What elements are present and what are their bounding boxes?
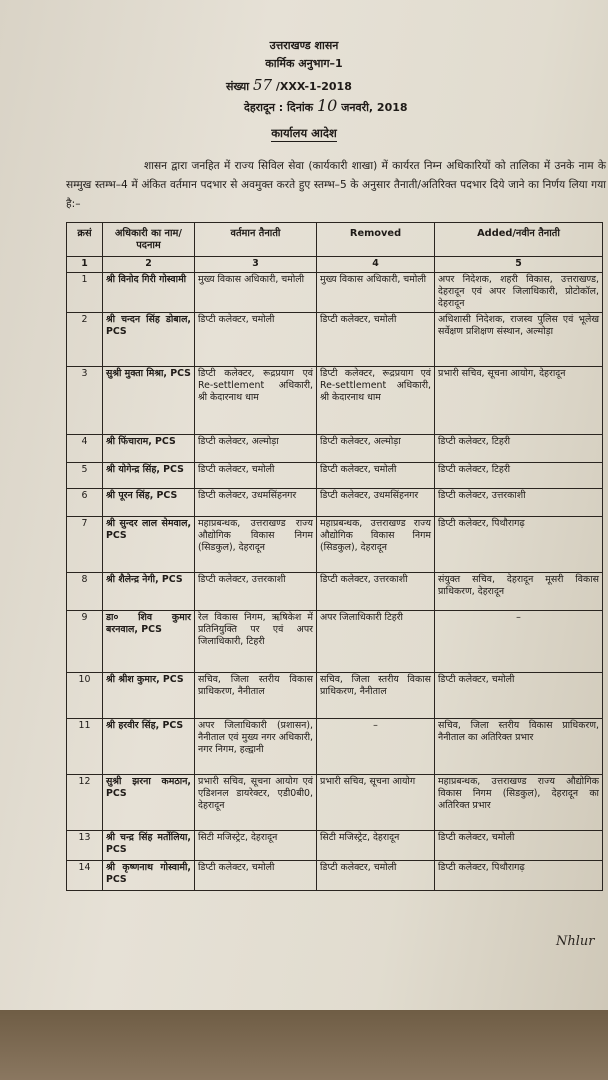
- row-officer-name: श्री चन्द्र सिंह मर्तोलिया, PCS: [103, 831, 195, 861]
- row-added-posting: –: [435, 611, 603, 673]
- floor-background: [0, 1010, 608, 1080]
- order-date: [244, 96, 408, 115]
- row-added-posting: सचिव, जिला स्तरीय विकास प्राधिकरण, नैनीताल का अतिरिक्त प्रभार: [435, 719, 603, 775]
- row-current-posting: सचिव, जिला स्तरीय विकास प्राधिकरण, नैनीताल: [195, 673, 317, 719]
- row-removed-posting: –: [317, 719, 435, 775]
- row-serial: 10: [67, 673, 103, 719]
- row-serial: 2: [67, 313, 103, 367]
- row-officer-name: श्री फिंचाराम, PCS: [103, 435, 195, 463]
- row-current-posting: डिप्टी कलेक्टर, अल्मोड़ा: [195, 435, 317, 463]
- row-current-posting: प्रभारी सचिव, सूचना आयोग एवं एडिशनल डायरेक्टर, एडी0बी0, देहरादून: [195, 775, 317, 831]
- row-officer-name: श्री विनोद गिरी गोस्वामी: [103, 273, 195, 313]
- row-added-posting: डिप्टी कलेक्टर, टिहरी: [435, 463, 603, 489]
- row-officer-name: सुश्री मुक्ता मिश्रा, PCS: [103, 367, 195, 435]
- table-row: [67, 611, 603, 673]
- row-removed-posting: डिप्टी कलेक्टर, चमोली: [317, 313, 435, 367]
- row-current-posting: डिप्टी कलेक्टर, चमोली: [195, 463, 317, 489]
- row-removed-posting: डिप्टी कलेक्टर, अल्मोड़ा: [317, 435, 435, 463]
- row-removed-posting: डिप्टी कलेक्टर, चमोली: [317, 463, 435, 489]
- column-index-row: [67, 257, 603, 273]
- row-serial: 13: [67, 831, 103, 861]
- row-officer-name: श्री श्रीश कुमार, PCS: [103, 673, 195, 719]
- row-current-posting: रेल विकास निगम, ऋषिकेश में प्रतिनियुक्ति पर एवं अपर जिलाधिकारी, टिहरी: [195, 611, 317, 673]
- header-government: उत्तराखण्ड शासन: [269, 39, 339, 52]
- row-current-posting: डिप्टी कलेक्टर, उत्तरकाशी: [195, 573, 317, 611]
- row-added-posting: महाप्रबन्धक, उत्तराखण्ड राज्य औद्योगिक विकास निगम (सिडकुल), देहरादून का अतिरिक्त प्रभार: [435, 775, 603, 831]
- column-index: 5: [435, 257, 603, 273]
- row-current-posting: डिप्टी कलेक्टर, चमोली: [195, 861, 317, 891]
- row-officer-name: श्री योगेन्द्र सिंह, PCS: [103, 463, 195, 489]
- row-serial: 14: [67, 861, 103, 891]
- order-number-label: संख्या: [226, 80, 250, 93]
- column-index: 1: [67, 257, 103, 273]
- row-removed-posting: मुख्य विकास अधिकारी, चमोली: [317, 273, 435, 313]
- order-date-prefix: देहरादून : दिनांक: [244, 101, 314, 114]
- table-row: [67, 273, 603, 313]
- row-serial: 8: [67, 573, 103, 611]
- transfer-table: [66, 222, 603, 891]
- row-serial: 7: [67, 517, 103, 573]
- header-current: वर्तमान तैनाती: [195, 223, 317, 257]
- order-date-suffix: जनवरी, 2018: [341, 101, 408, 114]
- row-added-posting: प्रभारी सचिव, सूचना आयोग, देहरादून: [435, 367, 603, 435]
- column-index: 4: [317, 257, 435, 273]
- header-removed: Removed: [317, 223, 435, 257]
- row-officer-name: श्री हरवीर सिंह, PCS: [103, 719, 195, 775]
- office-order-title: कार्यालय आदेश: [271, 126, 337, 140]
- order-paragraph: शासन द्वारा जनहित में राज्य सिविल सेवा (कार्यकारी शाखा) में कार्यरत निम्न अधिकारियों को तालिका में उनके नाम के सम्मुख स्तम्भ–4 में अंकित वर्तमान पदभार से अवमुक्त करते हुए स्तम्भ–5 के अनुसार तैनाती/अतिरिक्त पदभार दिये जाने का निर्णय लिया गया है:–: [66, 160, 606, 210]
- row-added-posting: डिप्टी कलेक्टर, टिहरी: [435, 435, 603, 463]
- table-row: [67, 313, 603, 367]
- table-row: [67, 463, 603, 489]
- row-serial: 5: [67, 463, 103, 489]
- row-serial: 11: [67, 719, 103, 775]
- table-row: [67, 435, 603, 463]
- row-removed-posting: प्रभारी सचिव, सूचना आयोग: [317, 775, 435, 831]
- row-added-posting: डिप्टी कलेक्टर, पिथौरागढ़: [435, 861, 603, 891]
- column-index: 2: [103, 257, 195, 273]
- row-added-posting: डिप्टी कलेक्टर, चमोली: [435, 673, 603, 719]
- row-serial: 6: [67, 489, 103, 517]
- table-row: [67, 573, 603, 611]
- table-row: [67, 861, 603, 891]
- row-removed-posting: महाप्रबन्धक, उत्तराखण्ड राज्य औद्योगिक विकास निगम (सिडकुल), देहरादून: [317, 517, 435, 573]
- row-added-posting: डिप्टी कलेक्टर, पिथौरागढ़: [435, 517, 603, 573]
- row-current-posting: महाप्रबन्धक, उत्तराखण्ड राज्य औद्योगिक विकास निगम (सिडकुल), देहरादून: [195, 517, 317, 573]
- row-current-posting: मुख्य विकास अधिकारी, चमोली: [195, 273, 317, 313]
- row-current-posting: डिप्टी कलेक्टर, चमोली: [195, 313, 317, 367]
- header-added: Added/नवीन तैनाती: [435, 223, 603, 257]
- row-added-posting: डिप्टी कलेक्टर, चमोली: [435, 831, 603, 861]
- table-header-row: [67, 223, 603, 257]
- row-officer-name: श्री कृष्णनाथ गोस्वामी, PCS: [103, 861, 195, 891]
- row-officer-name: श्री चन्दन सिंह डोबाल, PCS: [103, 313, 195, 367]
- order-number-suffix: /XXX-1-2018: [275, 80, 352, 93]
- row-removed-posting: डिप्टी कलेक्टर, उधमसिंहनगर: [317, 489, 435, 517]
- row-officer-name: श्री पूरन सिंह, PCS: [103, 489, 195, 517]
- row-serial: 4: [67, 435, 103, 463]
- table-row: [67, 489, 603, 517]
- column-index: 3: [195, 257, 317, 273]
- row-removed-posting: डिप्टी कलेक्टर, चमोली: [317, 861, 435, 891]
- header-department: कार्मिक अनुभाग–1: [265, 57, 343, 70]
- header-serial: क्रसं: [67, 223, 103, 257]
- row-officer-name: सुश्री झरना कमठान, PCS: [103, 775, 195, 831]
- table-row: [67, 517, 603, 573]
- row-officer-name: डा० शिव कुमार बरनवाल, PCS: [103, 611, 195, 673]
- row-officer-name: श्री शैलेन्द्र नेगी, PCS: [103, 573, 195, 611]
- order-number: [226, 76, 352, 94]
- table-row: [67, 367, 603, 435]
- row-serial: 1: [67, 273, 103, 313]
- header-officer: अधिकारी का नाम/पदनाम: [103, 223, 195, 257]
- row-serial: 3: [67, 367, 103, 435]
- row-officer-name: श्री सुन्दर लाल सेमवाल, PCS: [103, 517, 195, 573]
- row-serial: 9: [67, 611, 103, 673]
- row-added-posting: डिप्टी कलेक्टर, उत्तरकाशी: [435, 489, 603, 517]
- row-current-posting: अपर जिलाधिकारी (प्रशासन), नैनीताल एवं मुख्य नगर अधिकारी, नगर निगम, हल्द्वानी: [195, 719, 317, 775]
- row-removed-posting: सचिव, जिला स्तरीय विकास प्राधिकरण, नैनीताल: [317, 673, 435, 719]
- row-added-posting: अपर निदेशक, शहरी विकास, उत्तराखण्ड, देहरादून एवं अपर जिलाधिकारी, प्रोटोकॉल, देहरादून: [435, 273, 603, 313]
- row-added-posting: संयुक्त सचिव, देहरादून मूसरी विकास प्राधिकरण, देहरादून: [435, 573, 603, 611]
- order-date-handwritten: 10: [316, 96, 338, 115]
- order-number-handwritten: 57: [252, 76, 273, 94]
- row-removed-posting: डिप्टी कलेक्टर, उत्तरकाशी: [317, 573, 435, 611]
- table-row: [67, 719, 603, 775]
- row-removed-posting: सिटी मजिस्ट्रेट, देहरादून: [317, 831, 435, 861]
- signature: Nhlur: [556, 934, 595, 949]
- row-removed-posting: अपर जिलाधिकारी टिहरी: [317, 611, 435, 673]
- row-added-posting: अधिशासी निदेशक, राजस्व पुलिस एवं भूलेख सर्वेक्षण प्रशिक्षण संस्थान, अल्मोड़ा: [435, 313, 603, 367]
- table-row: [67, 673, 603, 719]
- row-current-posting: डिप्टी कलेक्टर, रूद्रप्रयाग एवं Re-settlement अधिकारी, श्री केदारनाथ धाम: [195, 367, 317, 435]
- row-current-posting: सिटी मजिस्ट्रेट, देहरादून: [195, 831, 317, 861]
- table-row: [67, 775, 603, 831]
- row-current-posting: डिप्टी कलेक्टर, उधमसिंहनगर: [195, 489, 317, 517]
- row-removed-posting: डिप्टी कलेक्टर, रूद्रप्रयाग एवं Re-settlement अधिकारी, श्री केदारनाथ धाम: [317, 367, 435, 435]
- table-row: [67, 831, 603, 861]
- row-serial: 12: [67, 775, 103, 831]
